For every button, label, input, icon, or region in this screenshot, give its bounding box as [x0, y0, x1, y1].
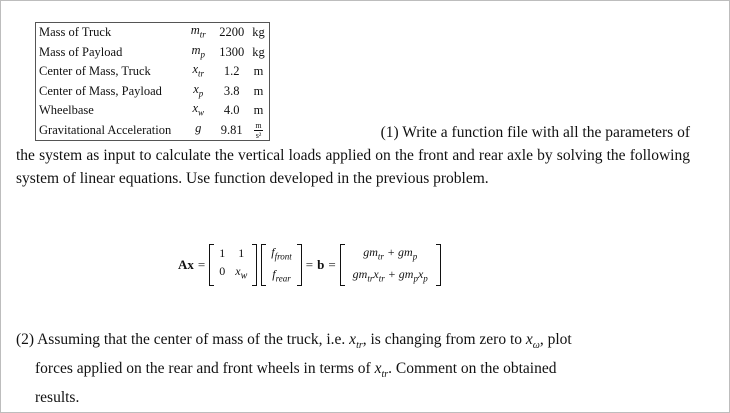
- parameter-row: [36, 62, 270, 82]
- unit-fraction: $\frac{m}{\text{s²}}$: [255, 120, 262, 140]
- equation-b: b: [317, 257, 325, 272]
- matrix-a12: 1: [238, 246, 245, 261]
- question-1: [16, 121, 690, 190]
- parameter-name: Center of Mass, Truck: [39, 64, 151, 79]
- parameter-name: Mass of Truck: [39, 25, 112, 40]
- parameter-unit: kg: [252, 44, 265, 59]
- var-x-tr-2: $x_{tr}$: [374, 360, 389, 381]
- matrix-a21: 0: [219, 264, 226, 279]
- parameter-row: [36, 23, 270, 43]
- linear-system-equation: [178, 242, 441, 288]
- parameter-symbol: $x_{tr}$: [192, 62, 205, 79]
- parameter-name: Mass of Payload: [39, 44, 123, 59]
- question-1-rest: the system as input to calculate the vertical loads applied on the front and rear axle by solving the following system of linear equations. Use function developed in the previous problem.: [16, 147, 690, 187]
- equation-equals-1: =: [197, 257, 206, 272]
- parameter-name: Wheelbase: [39, 103, 94, 118]
- var-x-omega: $x_\omega$: [525, 331, 540, 352]
- parameter-symbol: $m_{tr}$: [190, 23, 206, 40]
- parameter-row: [36, 101, 270, 121]
- equation-equals-2: =: [305, 257, 314, 272]
- equation-lhs: Ax: [178, 257, 194, 272]
- question-2-line-1: (2) Assuming that the center of mass of the truck, i.e. $x_{tr}$, is changing from zero to $x_\omega$, plot: [16, 331, 572, 352]
- question-1-first-line: (1) Write a function file with all the parameters of: [380, 124, 690, 141]
- coefficient-matrix: [209, 244, 257, 286]
- matrix-a22: $x_w$: [235, 264, 248, 282]
- vector-f-front: $f_{front}$: [271, 244, 292, 261]
- parameter-unit: m: [253, 103, 264, 118]
- parameter-symbol: $x_p$: [193, 81, 204, 98]
- parameter-value: 4.0: [223, 103, 240, 118]
- parameter-unit: m: [253, 83, 264, 98]
- unknown-vector: [261, 244, 302, 286]
- parameter-symbol: $m_p$: [191, 42, 205, 59]
- vector-f-rear: $f_{rear}$: [272, 267, 291, 284]
- parameter-row: [36, 82, 270, 102]
- rhs-vector: [340, 244, 441, 286]
- parameter-symbol: $x_w$: [192, 101, 205, 118]
- var-x-tr: $x_{tr}$: [349, 331, 363, 352]
- parameter-value: 2200: [219, 25, 245, 40]
- rhs-row-1: $gm_{tr} + gm_p$: [363, 244, 418, 261]
- parameter-name: Gravitational Acceleration: [39, 122, 172, 137]
- parameter-value: 1300: [219, 44, 245, 59]
- parameter-value: 9.81: [220, 122, 243, 137]
- parameter-value: 1.2: [223, 64, 240, 79]
- parameter-value: 3.8: [223, 83, 240, 98]
- parameter-unit: kg: [252, 25, 265, 40]
- matrix-a11: 1: [219, 246, 226, 261]
- parameter-symbol: g: [195, 120, 202, 135]
- parameter-unit: m: [253, 64, 264, 79]
- question-2-line-2: forces applied on the rear and front wheels in terms of $x_{tr}$. Comment on the obtained: [35, 360, 557, 381]
- parameter-name: Center of Mass, Payload: [39, 83, 162, 98]
- equation-equals-3: =: [328, 257, 336, 272]
- rhs-row-2: $gm_{tr}x_{tr} + gm_px_p$: [352, 267, 428, 284]
- question-2: [16, 328, 690, 409]
- parameter-row: [36, 43, 270, 63]
- question-2-line-3: results.: [35, 389, 80, 407]
